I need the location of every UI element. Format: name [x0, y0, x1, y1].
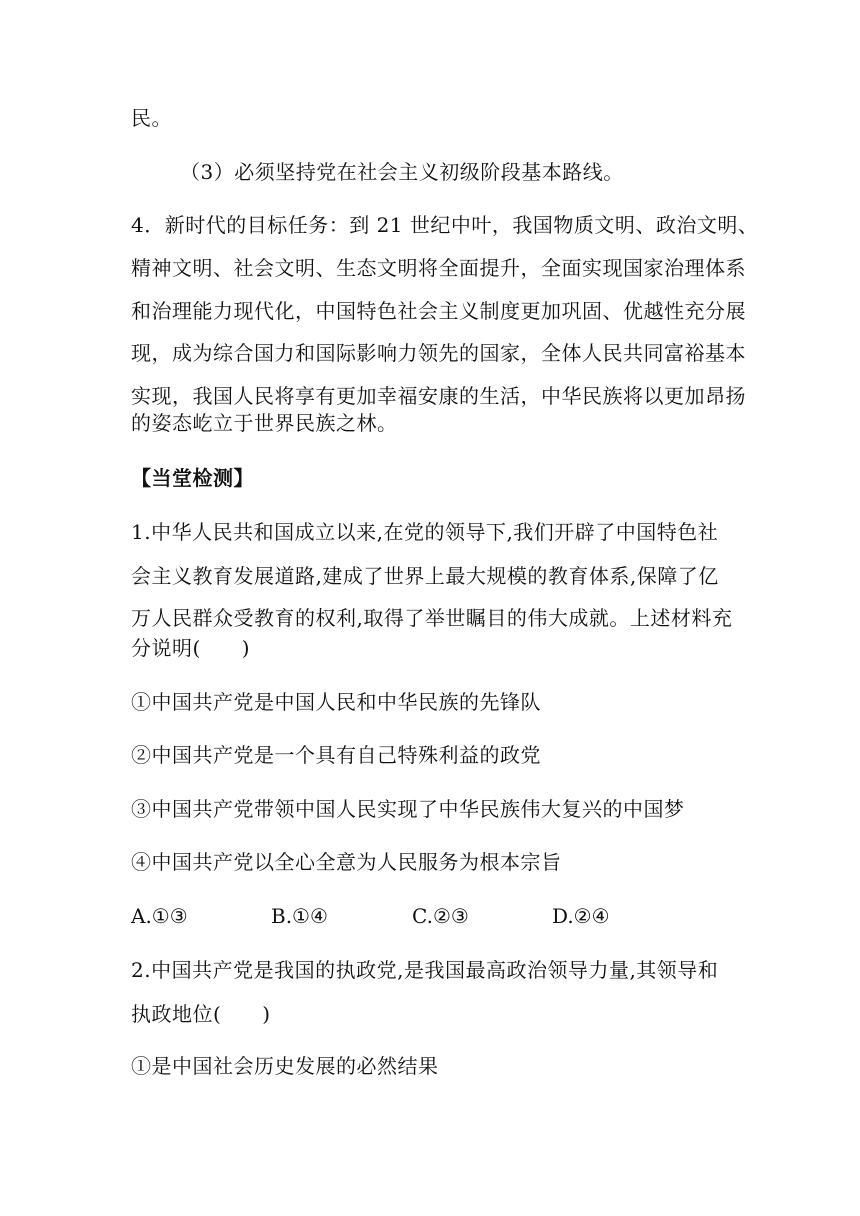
question-1-line: 万人民群众受教育的权利,取得了举世瞩目的伟大成就。上述材料充 [131, 606, 733, 630]
question-1-line: 分说明( ) [131, 636, 251, 660]
option-c: C.②③ [412, 904, 469, 928]
option-a: A.①③ [131, 904, 188, 928]
paragraph-line: 精神文明、社会文明、生态文明将全面提升，全面实现国家治理体系 [131, 256, 746, 280]
question-1-line: 1.中华人民共和国成立以来,在党的领导下,我们开辟了中国特色社 [131, 520, 719, 544]
paragraph-line: 民。 [131, 106, 172, 130]
question-2-line: 执政地位( ) [131, 1002, 271, 1026]
question-2-line: 2.中国共产党是我国的执政党,是我国最高政治领导力量,其领导和 [131, 958, 719, 982]
paragraph-line: （3）必须坚持党在社会主义初级阶段基本路线。 [180, 160, 624, 184]
paragraph-line: 4．新时代的目标任务：到 21 世纪中叶，我国物质文明、政治文明、 [131, 213, 759, 237]
paragraph-line: 和治理能力现代化，中国特色社会主义制度更加巩固、优越性充分展 [131, 299, 746, 323]
paragraph-line: 实现，我国人民将享有更加幸福安康的生活，中华民族将以更加昂扬 [131, 384, 746, 408]
question-1-statement: ④中国共产党以全心全意为人民服务为根本宗旨 [131, 850, 562, 874]
question-1-statement: ②中国共产党是一个具有自己特殊利益的政党 [131, 743, 541, 767]
option-b: B.①④ [271, 904, 328, 928]
question-1-statement: ③中国共产党带领中国人民实现了中华民族伟大复兴的中国梦 [131, 797, 685, 821]
option-d: D.②④ [552, 904, 610, 928]
question-1-line: 会主义教育发展道路,建成了世界上最大规模的教育体系,保障了亿 [131, 564, 719, 588]
paragraph-line: 的姿态屹立于世界民族之林。 [131, 411, 398, 435]
paragraph-line: 现，成为综合国力和国际影响力领先的国家，全体人民共同富裕基本 [131, 341, 746, 365]
question-2-statement: ①是中国社会历史发展的必然结果 [131, 1054, 439, 1078]
question-1-statement: ①中国共产党是中国人民和中华民族的先锋队 [131, 690, 541, 714]
section-heading: 【当堂检测】 [131, 466, 254, 490]
